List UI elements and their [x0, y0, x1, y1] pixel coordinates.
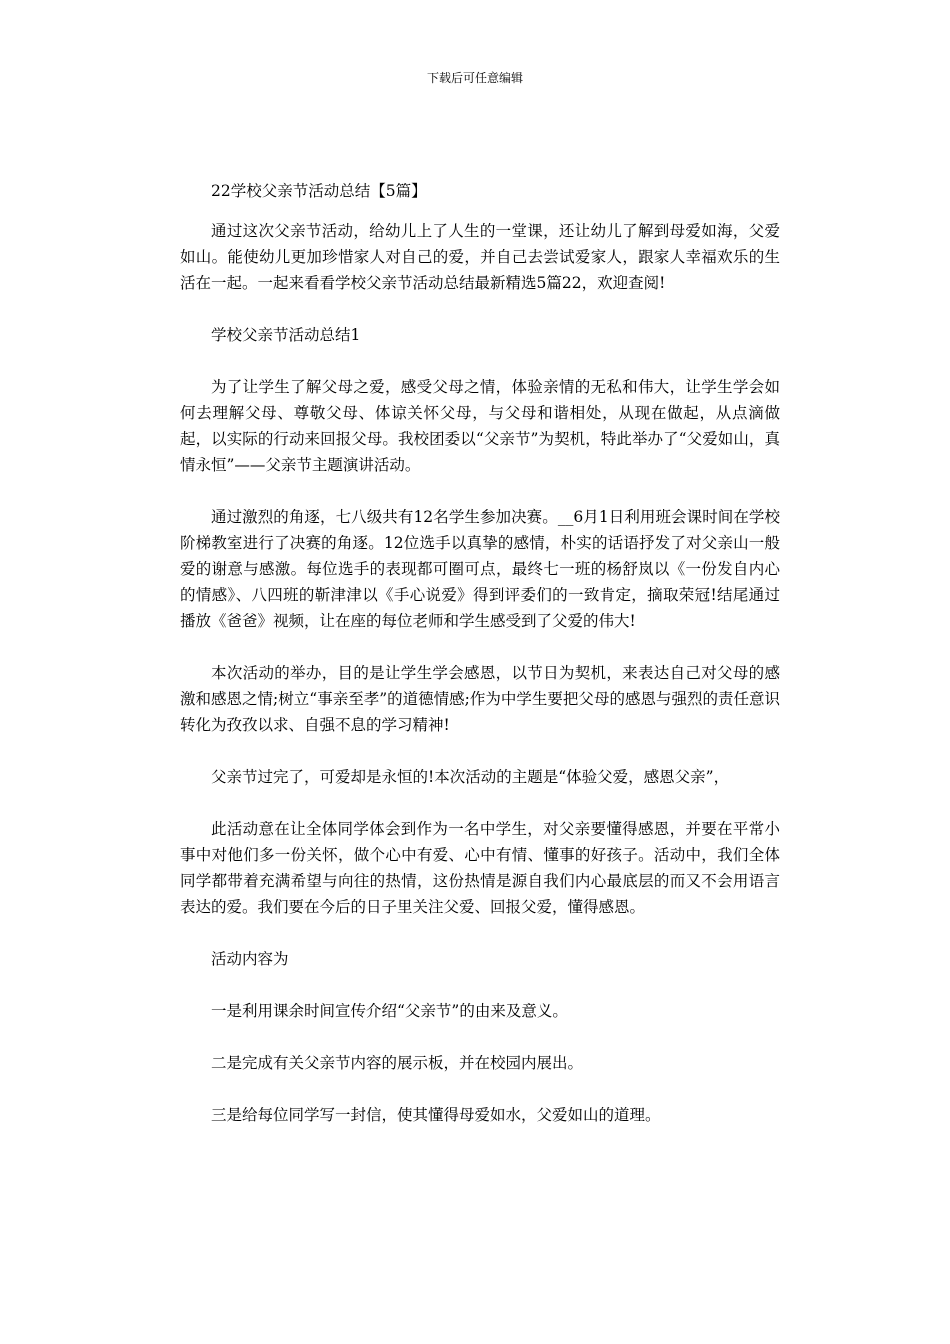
activity-item: 一是利用课余时间宣传介绍“父亲节”的由来及意义。 — [211, 1002, 568, 1020]
header-note: 下载后可任意编辑 — [426, 71, 523, 85]
body-paragraph: 父亲节过完了，可爱却是永恒的!本次活动的主题是“体验父爱，感恩父亲”， — [211, 768, 730, 786]
body-paragraph: 此活动意在让全体同学体会到作为一名中学生，对父亲要懂得感恩，并要在平常小事中对他们多一份关怀，做个心中有爱、心中有情、懂事的好孩子。活动中，我们全体同学都带着充满希望与向往的热情，这份热情是源自我们内心最底层的而又不会用语言表达的爱。我们要在今后的日子里关注父爱、回报父爱，懂得感恩。 — [180, 820, 780, 916]
activity-item: 二是完成有关父亲节内容的展示板，并在校园内展出。 — [211, 1054, 584, 1072]
body-paragraph: 本次活动的举办，目的是让学生学会感恩，以节日为契机，来表达自己对父母的感激和感恩之情;树立“事亲至孝”的道德情感;作为中学生要把父母的感恩与强烈的责任意识转化为孜孜以求、自强不息的学习精神! — [180, 664, 780, 734]
intro-paragraph: 通过这次父亲节活动，给幼儿上了人生的一堂课，还让幼儿了解到母爱如海，父爱如山。能使幼儿更加珍惜家人对自己的爱，并自己去尝试爱家人，跟家人幸福欢乐的生活在一起。一起来看看学校父亲节活动总结最新精选5篇22，欢迎查阅! — [180, 222, 780, 292]
document-body — [180, 178, 780, 1154]
activities-heading: 活动内容为 — [211, 950, 289, 968]
section-title: 学校父亲节活动总结1 — [211, 326, 361, 344]
body-paragraph: 通过激烈的角逐，七八级共有12名学生参加决赛。__6月1日利用班会课时间在学校阶梯教室进行了决赛的角逐。12位选手以真挚的感情，朴实的话语抒发了对父亲山一般爱的谢意与感激。每位选手的表现都可圈可点，最终七一班的杨舒岚以《一份发自内心的情感》、八四班的靳津津以《手心说爱》得到评委们的一致肯定，摘取荣冠!结尾通过播放《爸爸》视频，让在座的每位老师和学生感受到了父爱的伟大! — [180, 508, 780, 630]
document-title: 22学校父亲节活动总结【5篇】 — [211, 182, 427, 200]
activity-item: 三是给每位同学写一封信，使其懂得母爱如水，父爱如山的道理。 — [211, 1106, 661, 1124]
body-paragraph: 为了让学生了解父母之爱，感受父母之情，体验亲情的无私和伟大，让学生学会如何去理解父母、尊敬父母、体谅关怀父母，与父母和谐相处，从现在做起，从点滴做起，以实际的行动来回报父母。我校团委以“父亲节”为契机，特此举办了“父爱如山，真情永恒”——父亲节主题演讲活动。 — [180, 378, 780, 474]
